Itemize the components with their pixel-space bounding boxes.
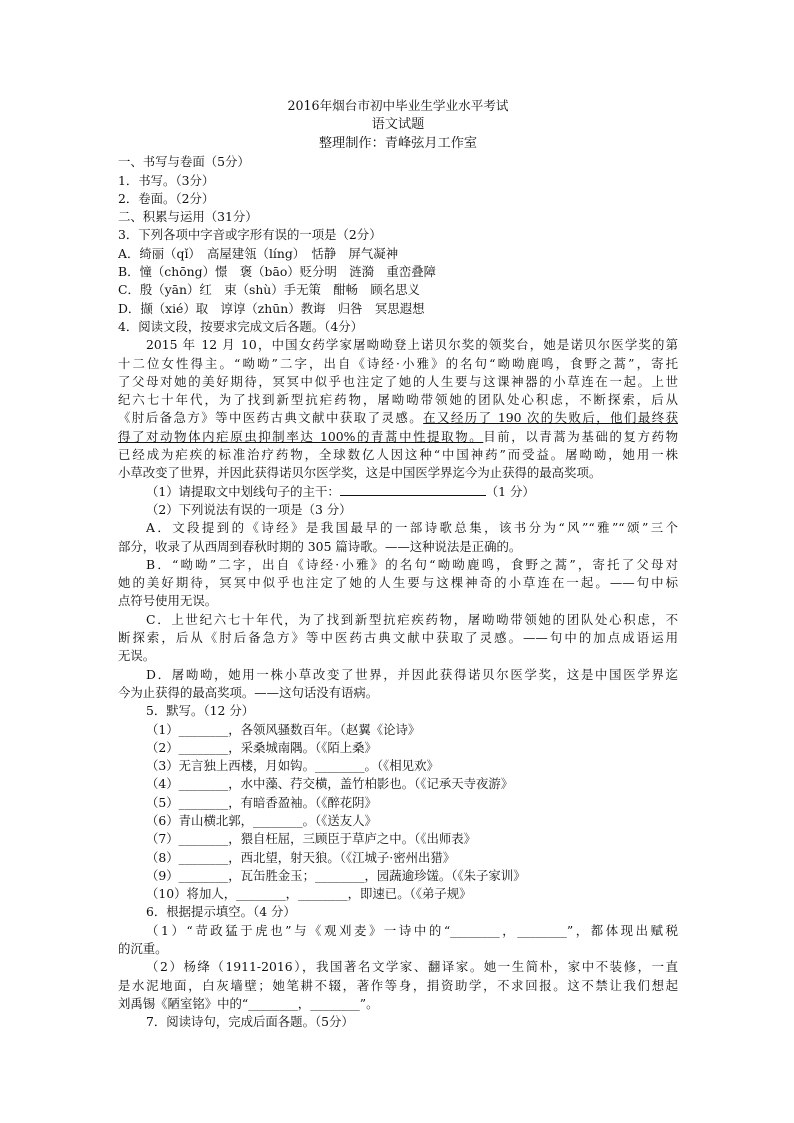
- passage-line: 十二位女性得主。“呦呦”二字，出自《诗经·小雅》的名句“呦呦鹿鸣，食野之蒿”，寄托: [118, 355, 678, 371]
- exam-maker: 整理制作：青峰弦月工作室: [318, 136, 478, 152]
- exam-title: 2016年烟台市初中毕业生学业水平考试: [287, 98, 509, 113]
- option: B．憧（chōng）憬 褒（bāo）贬分明 涟漪 重峦叠障: [118, 264, 436, 280]
- exam-page: [118, 97, 678, 1032]
- question: 2．卷面。（2分）: [118, 190, 215, 206]
- question: 4．阅读文段，按要求完成文后各题。（4分）: [118, 318, 363, 334]
- dictation-item: （9）________，瓦缶胜金玉；________，园蔬逾珍馐。（《朱子家训》: [146, 867, 526, 883]
- option-line: 她的美好期待，冥冥中似乎也注定了她的人生要与这棵神奇的小草连在一起。——句中标: [118, 575, 678, 591]
- option-line: 点符号使用无误。: [118, 593, 218, 609]
- dictation-item: （1）________，各领风骚数百年。（赵翼《论诗》: [146, 721, 421, 737]
- question: 5．默写。（12 分）: [146, 703, 255, 719]
- passage-text: 《肘后备急方》等中医药古典文献中获取了灵感。: [118, 410, 424, 426]
- option-line: C．上世纪六七十年代，为了找到新型抗疟疾药物，屠呦呦带领她的团队处心积虑，不: [146, 611, 678, 627]
- question: 3．下列各项中字音或字形有误的一项是（2分）: [118, 227, 382, 243]
- dictation-item: （5）________，有暗香盈袖。（《醉花阴》: [146, 794, 377, 810]
- dictation-item: （3）无言独上西楼，月如钩。________。（《相见欢》: [146, 758, 439, 774]
- option-line: 今为止获得的最高奖项。——这句话没有语病。: [118, 684, 379, 700]
- option-line: B．“呦呦”二字，出自《诗经·小雅》的名句“呦呦鹿鸣，食野之蒿”，寄托了父母对: [146, 556, 678, 572]
- underlined-sentence: 得了对动物体内疟原虫抑制率达 100%的青蒿中性提取物。: [118, 428, 484, 444]
- question: 6．根据提示填空。（4 分）: [146, 904, 296, 920]
- passage-line: 纪六七十年代，为了找到新型抗疟药物，屠呦呦带领她的团队处心积虑，不断探索，后从: [118, 392, 678, 408]
- passage-line: [118, 428, 678, 446]
- question: 7．阅读诗句，完成后面各题。（5分）: [146, 1014, 354, 1030]
- passage-line: [118, 409, 678, 427]
- dictation-item: （2）________，采桑城南隅。（《陌上桑》: [146, 739, 377, 755]
- passage-line: 了父母对她的美好期待，冥冥中似乎也注定了她的人生要与这课神器的小草连在一起。上世: [118, 373, 678, 389]
- fill-line: （2）杨绛（1911-2016），我国著名文学家、翻译家。她一生简朴，家中不装修，一直: [146, 959, 678, 975]
- passage-text: 目前，以青蒿为基础的复方药物: [483, 428, 678, 444]
- dictation-item: （10）将加人，________，________，即速已。（《弟子规》: [146, 886, 472, 902]
- sub-question: （2）下列说法有误的一项是（3 分）: [146, 501, 352, 517]
- sub-question: （1）请提取文中划线句子的主干： （1 分）: [146, 483, 535, 499]
- passage-line: 小草改变了世界，并因此获得诺贝尔医学奖，这是中国医学界迄今为止获得的最高奖项。: [118, 465, 602, 481]
- dictation-item: （6）青山横北郭，________。（《送友人》: [146, 812, 377, 828]
- dictation-item: （4）________，水中藻、荇交横，盖竹柏影也。（《记承天寺夜游》: [146, 776, 514, 792]
- option-line: A．文段提到的《诗经》是我国最早的一部诗歌总集，该书分为“风”“雅”“颂”三个: [146, 520, 678, 536]
- passage-line: 2015 年 12 月 10，中国女药学家屠呦呦登上诺贝尔奖的领奖台，她是诺贝尔医学奖的第: [146, 337, 678, 353]
- fill-line: 刘禹锡《陋室铭》中的“________，________”。: [118, 995, 379, 1011]
- option: C．殷（yān）红 束（shù）手无策 酣畅 顾名思义: [118, 282, 420, 298]
- option: A．绮丽（qǐ） 高屋建瓴（líng） 恬静 屏气凝神: [118, 245, 399, 261]
- dictation-item: （8）________，西北望，射天狼。（《江城子·密州出猎》: [146, 849, 456, 865]
- fill-line: （1）“苛政猛于虎也”与《观刈麦》一诗中的“________，________”，都体现出赋税: [146, 922, 678, 938]
- option: D．撷（xié）取 谆谆（zhūn）教诲 归咎 冥思遐想: [118, 300, 425, 316]
- option-line: 无误。: [118, 648, 156, 664]
- fill-line: 的沉重。: [118, 941, 168, 957]
- fill-line: 是水泥地面，白灰墙壁；她笔耕不辍，著作等身，捐资助学，不求回报。这不禁让我们想起: [118, 977, 678, 993]
- option-line: 部分，收录了从西周到春秋时期的 305 篇诗歌。——这种说法是正确的。: [118, 538, 522, 554]
- dictation-item: （7）________，猥自枉屈，三顾臣于草庐之中。（《出师表》: [146, 831, 477, 847]
- section-heading: 二、积累与运用（31分）: [118, 209, 258, 225]
- exam-subject: 语文试题: [371, 117, 425, 133]
- option-line: D．屠呦呦，她用一株小草改变了世界，并因此获得诺贝尔医学奖，这是中国医学界迄: [146, 666, 678, 682]
- answer-blank[interactable]: [340, 483, 486, 496]
- underlined-sentence: 在又经历了 190 次的失败后，他们最终获: [423, 410, 679, 426]
- option-line: 断探索，后从《肘后备急方》等中医药古典文献中获取了灵感。——句中的加点成语运用: [118, 630, 678, 646]
- section-heading: 一、书写与卷面（5分）: [118, 154, 250, 170]
- question: 1．书写。（3分）: [118, 172, 215, 188]
- passage-line: 已经成为疟疾的标准治疗药物，全球数亿人因这种“中国神药”而受益。屠呦呦，她用一株: [118, 447, 678, 463]
